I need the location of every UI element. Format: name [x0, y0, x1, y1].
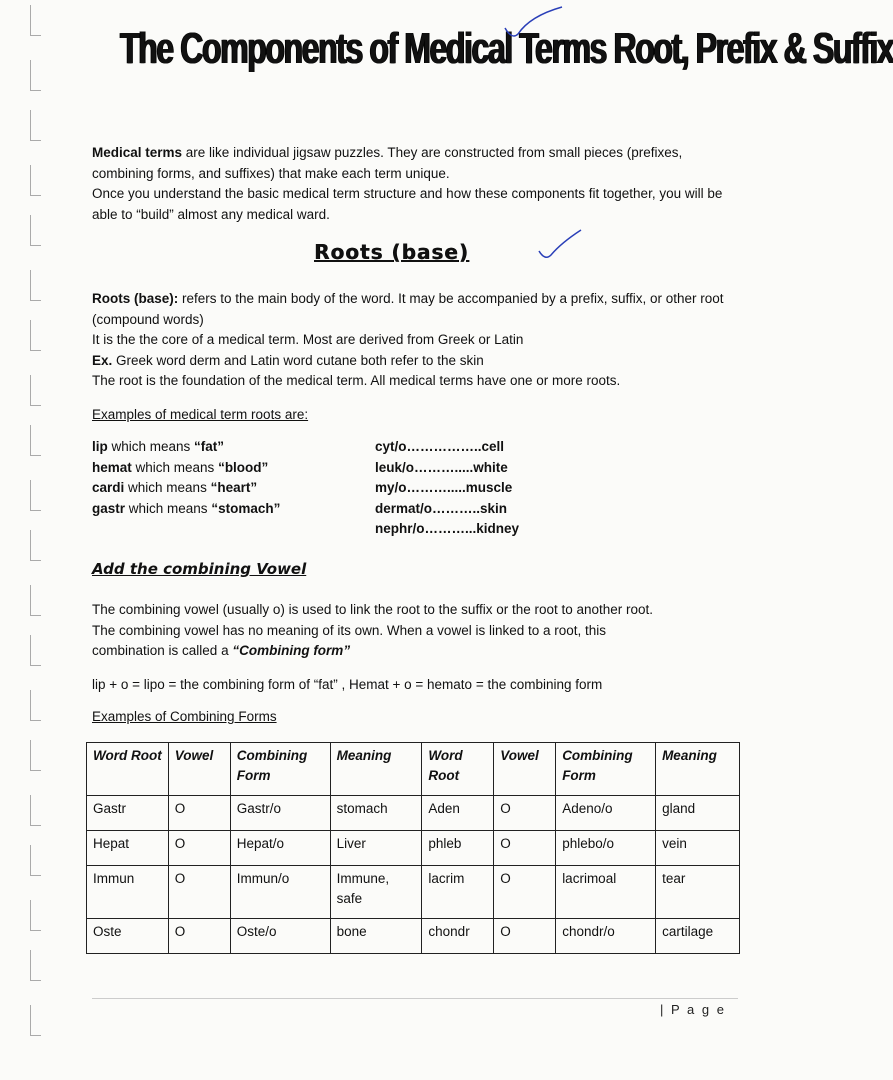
list-item: dermat/o………..skin [375, 500, 508, 516]
table-row: Gastr O Gastr/o stomach Aden O Adeno/o gland [87, 796, 740, 831]
footer-divider [92, 998, 738, 999]
pen-check-mark-icon [500, 4, 570, 44]
list-item: gastr which means “stomach” [92, 500, 281, 516]
combining-forms-table [86, 742, 740, 954]
table-row: Oste O Oste/o bone chondr O chondr/o cartilage [87, 919, 740, 954]
combining-vowel-heading: Add the combining Vowel [92, 560, 307, 578]
binder-margin [30, 0, 44, 1080]
combining-example: lip + o = lipo = the combining form of “fat” , Hemat + o = hemato = the combining form [92, 677, 603, 692]
table-row: Hepat O Hepat/o Liver phleb O phlebo/o vein [87, 831, 740, 866]
list-item: cyt/o……………..cell [375, 439, 505, 454]
table-header-row: Word Root Vowel Combining Form Meaning Word Root Vowel Combining Form Meaning [87, 743, 740, 796]
roots-definition: Roots (base): refers to the main body of the word. It may be accompanied by a prefix, suffix, or other root (compound words) It is the the core of a medical term. Most are derived from Greek or Latin Ex. Greek word derm and Latin word cutane both refer to the skin The root is the foundation of the medical term. All medical terms have one or more roots. [92, 291, 724, 388]
list-item: leuk/o……….....white [375, 459, 508, 475]
combining-vowel-text: The combining vowel (usually o) is used to link the root to the suffix or the root to another root. The combining vowel has no meaning of its own. When a vowel is linked to a root, this combination is called a “Combining form” [92, 602, 654, 658]
roots-list-left [92, 437, 280, 519]
pen-check-mark-icon [535, 225, 585, 265]
list-item: hemat which means “blood” [92, 459, 269, 475]
list-item: my/o……….....muscle [375, 480, 513, 495]
examples-heading: Examples of medical term roots are: [92, 407, 309, 422]
list-item: nephr/o………...kidney [375, 521, 520, 536]
table-row: Immun O Immun/o Immune, safe lacrim O lacrimoal tear [87, 866, 740, 919]
intro-text: Medical terms are like individual jigsaw puzzles. They are constructed from small pieces (prefixes, combining forms, and suffixes) that make each term unique. Once you understand the basic medical term structure and how these components fit together, you will be able to “build” almost any medical ward. [92, 145, 723, 222]
table-heading: Examples of Combining Forms [92, 709, 277, 724]
page-number-label: | P a g e [660, 1002, 726, 1017]
page-title: The Components of Medical Terms Root, Prefix & Suffix [120, 24, 893, 73]
list-item: lip which means “fat” [92, 439, 225, 454]
list-item: cardi which means “heart” [92, 480, 258, 495]
roots-heading: Roots (base) [314, 240, 469, 264]
roots-list-right [375, 437, 519, 540]
